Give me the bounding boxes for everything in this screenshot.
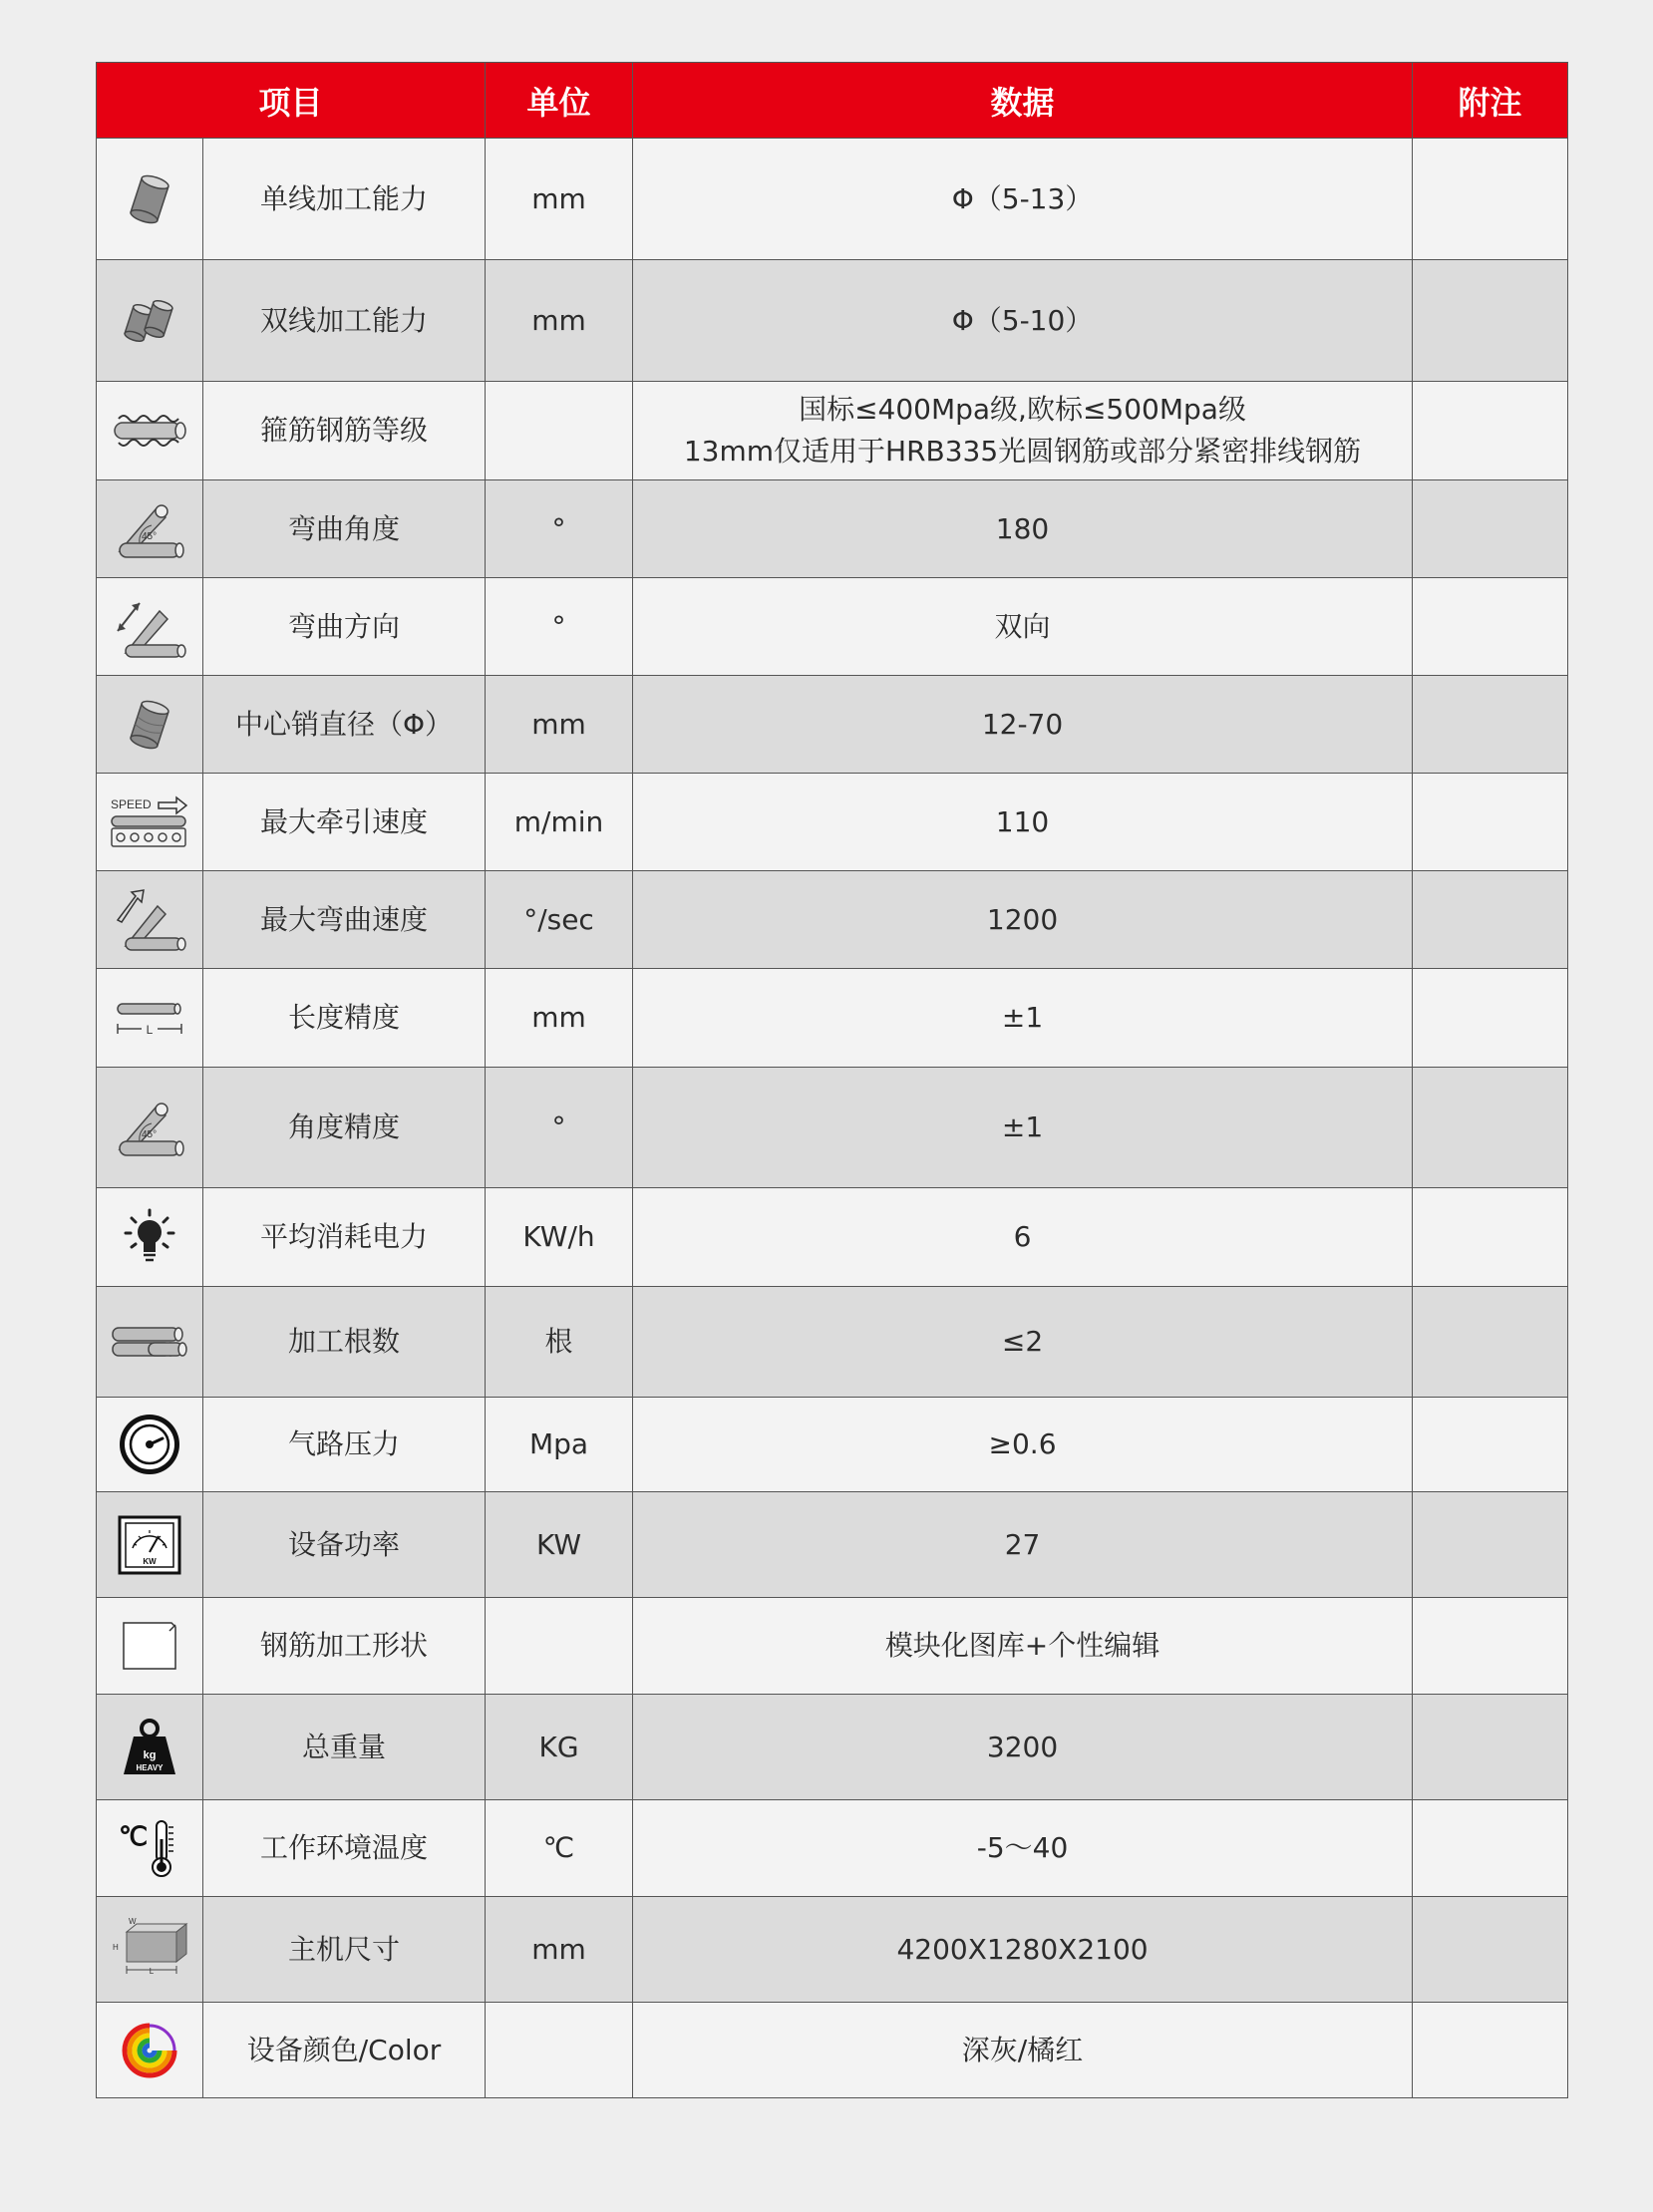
item-note xyxy=(1413,260,1568,382)
icon-cell xyxy=(97,139,203,260)
item-name: 弯曲角度 xyxy=(203,480,486,578)
item-unit: ℃ xyxy=(486,1800,633,1897)
icon-cell xyxy=(97,578,203,676)
w-label: W xyxy=(129,1917,137,1926)
item-note xyxy=(1413,480,1568,578)
item-name: 设备颜色/Color xyxy=(203,2003,486,2098)
item-note xyxy=(1413,1800,1568,1897)
table-row xyxy=(97,1800,1568,1897)
item-value: 模块化图库+个性编辑 xyxy=(633,1598,1413,1695)
item-note xyxy=(1413,1188,1568,1287)
celsius-label: ℃ xyxy=(119,1821,149,1851)
item-name: 平均消耗电力 xyxy=(203,1188,486,1287)
icon-cell xyxy=(97,1598,203,1695)
item-note xyxy=(1413,1398,1568,1492)
item-name: 单线加工能力 xyxy=(203,139,486,260)
item-unit xyxy=(486,1598,633,1695)
table-row xyxy=(97,1398,1568,1492)
table-row xyxy=(97,1287,1568,1398)
item-unit xyxy=(486,382,633,480)
item-unit: ° xyxy=(486,480,633,578)
table-row xyxy=(97,578,1568,676)
item-name: 箍筋钢筋等级 xyxy=(203,382,486,480)
table-row xyxy=(97,871,1568,969)
table-row xyxy=(97,1598,1568,1695)
spec-table xyxy=(96,62,1568,2098)
icon-cell xyxy=(97,480,203,578)
item-value: 6 xyxy=(633,1188,1413,1287)
table-row xyxy=(97,1188,1568,1287)
item-note xyxy=(1413,871,1568,969)
item-unit: °/sec xyxy=(486,871,633,969)
icon-cell xyxy=(97,676,203,774)
header-item: 项目 xyxy=(97,63,486,139)
traction-speed-icon xyxy=(109,794,190,850)
bend-speed-icon xyxy=(112,886,187,954)
table-row xyxy=(97,260,1568,382)
item-value: 110 xyxy=(633,774,1413,871)
item-note xyxy=(1413,2003,1568,2098)
item-value: ±1 xyxy=(633,969,1413,1068)
item-name: 最大牵引速度 xyxy=(203,774,486,871)
item-value: Φ（5-13） xyxy=(633,139,1413,260)
table-row xyxy=(97,1492,1568,1598)
item-unit: mm xyxy=(486,139,633,260)
item-name: 总重量 xyxy=(203,1695,486,1800)
icon-cell xyxy=(97,382,203,480)
item-value: 12-70 xyxy=(633,676,1413,774)
power-meter-icon xyxy=(117,1514,182,1576)
icon-cell xyxy=(97,1188,203,1287)
item-name: 加工根数 xyxy=(203,1287,486,1398)
item-value: 双向 xyxy=(633,578,1413,676)
item-unit: m/min xyxy=(486,774,633,871)
item-value: 27 xyxy=(633,1492,1413,1598)
item-value: 4200X1280X2100 xyxy=(633,1897,1413,2003)
thermometer-icon xyxy=(117,1817,182,1879)
item-note xyxy=(1413,969,1568,1068)
icon-cell xyxy=(97,1695,203,1800)
item-name: 主机尺寸 xyxy=(203,1897,486,2003)
item-unit: Mpa xyxy=(486,1398,633,1492)
spec-sheet xyxy=(96,62,1567,2098)
item-value: 3200 xyxy=(633,1695,1413,1800)
item-unit xyxy=(486,2003,633,2098)
table-row xyxy=(97,480,1568,578)
item-note xyxy=(1413,578,1568,676)
kw-label: KW xyxy=(143,1556,157,1566)
table-row xyxy=(97,774,1568,871)
item-unit: ° xyxy=(486,1068,633,1188)
item-note xyxy=(1413,139,1568,260)
speed-label: SPEED xyxy=(111,796,152,811)
item-unit: ° xyxy=(486,578,633,676)
item-name: 弯曲方向 xyxy=(203,578,486,676)
item-unit: mm xyxy=(486,1897,633,2003)
rebar-double-icon xyxy=(117,293,182,349)
item-value: ±1 xyxy=(633,1068,1413,1188)
item-value: -5～40 xyxy=(633,1800,1413,1897)
length-label: L xyxy=(146,1023,154,1037)
icon-cell xyxy=(97,1492,203,1598)
item-note xyxy=(1413,1897,1568,2003)
item-unit: KW xyxy=(486,1492,633,1598)
item-name: 气路压力 xyxy=(203,1398,486,1492)
color-wheel-icon xyxy=(119,2020,180,2081)
item-value: 深灰/橘红 xyxy=(633,2003,1413,2098)
item-note xyxy=(1413,1695,1568,1800)
rebar-single-icon xyxy=(120,169,179,229)
shape-icon xyxy=(120,1619,179,1673)
item-note xyxy=(1413,1492,1568,1598)
item-note xyxy=(1413,1068,1568,1188)
header-unit: 单位 xyxy=(486,63,633,139)
l-label: L xyxy=(149,1966,155,1976)
icon-cell xyxy=(97,1068,203,1188)
item-name: 角度精度 xyxy=(203,1068,486,1188)
bend-direction-icon xyxy=(112,593,187,661)
table-row xyxy=(97,1897,1568,2003)
weight-icon xyxy=(120,1717,179,1778)
value-line: 13mm仅适用于HRB335光圆钢筋或部分紧密排线钢筋 xyxy=(683,435,1362,468)
angle-accuracy-icon xyxy=(112,1094,187,1161)
item-value: ≥0.6 xyxy=(633,1398,1413,1492)
item-note xyxy=(1413,382,1568,480)
icon-cell xyxy=(97,774,203,871)
item-name: 中心销直径（Φ） xyxy=(203,676,486,774)
item-name: 长度精度 xyxy=(203,969,486,1068)
item-unit: mm xyxy=(486,260,633,382)
icon-cell xyxy=(97,2003,203,2098)
dimensions-box-icon xyxy=(109,1918,190,1982)
icon-cell xyxy=(97,871,203,969)
item-unit: mm xyxy=(486,969,633,1068)
length-icon xyxy=(114,998,185,1038)
table-row xyxy=(97,1695,1568,1800)
header-note: 附注 xyxy=(1413,63,1568,139)
icon-cell xyxy=(97,1398,203,1492)
center-pin-icon xyxy=(120,693,179,757)
table-row xyxy=(97,139,1568,260)
item-value: 1200 xyxy=(633,871,1413,969)
table-row xyxy=(97,676,1568,774)
ribbed-rebar-icon xyxy=(111,409,188,453)
icon-cell xyxy=(97,1897,203,2003)
item-note xyxy=(1413,1598,1568,1695)
bend-angle-icon xyxy=(112,495,187,563)
item-unit: 根 xyxy=(486,1287,633,1398)
item-unit: mm xyxy=(486,676,633,774)
item-name: 设备功率 xyxy=(203,1492,486,1598)
item-name: 最大弯曲速度 xyxy=(203,871,486,969)
kg-label: kg xyxy=(143,1748,157,1761)
rebar-count-icon xyxy=(109,1322,190,1362)
item-note xyxy=(1413,774,1568,871)
item-value xyxy=(633,382,1413,480)
item-note xyxy=(1413,1287,1568,1398)
item-unit: KW/h xyxy=(486,1188,633,1287)
table-row xyxy=(97,969,1568,1068)
pressure-gauge-icon xyxy=(117,1412,182,1477)
icon-cell xyxy=(97,260,203,382)
icon-cell xyxy=(97,1287,203,1398)
item-value: Φ（5-10） xyxy=(633,260,1413,382)
value-line: 国标≤400Mpa级,欧标≤500Mpa级 xyxy=(799,393,1246,426)
table-row xyxy=(97,2003,1568,2098)
item-unit: KG xyxy=(486,1695,633,1800)
item-name: 工作环境温度 xyxy=(203,1800,486,1897)
table-row xyxy=(97,1068,1568,1188)
item-name: 钢筋加工形状 xyxy=(203,1598,486,1695)
icon-cell xyxy=(97,969,203,1068)
lightbulb-icon xyxy=(122,1206,177,1268)
item-note xyxy=(1413,676,1568,774)
table-row xyxy=(97,382,1568,480)
heavy-label: HEAVY xyxy=(136,1762,164,1772)
item-value: 180 xyxy=(633,480,1413,578)
icon-cell xyxy=(97,1800,203,1897)
angle-label: 45° xyxy=(142,1129,158,1140)
item-value: ≤2 xyxy=(633,1287,1413,1398)
angle-label: 45° xyxy=(142,530,158,542)
table-header xyxy=(97,63,1568,139)
item-name: 双线加工能力 xyxy=(203,260,486,382)
header-data: 数据 xyxy=(633,63,1413,139)
h-label: H xyxy=(113,1942,119,1952)
